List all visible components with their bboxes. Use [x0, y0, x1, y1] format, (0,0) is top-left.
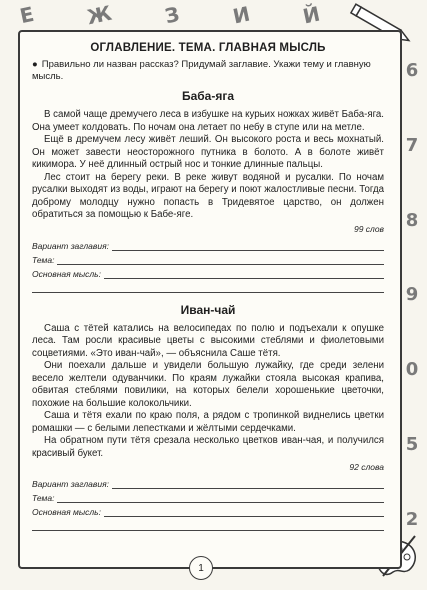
answer-line[interactable]	[32, 521, 384, 531]
field-label: Основная мысль:	[32, 507, 101, 517]
extra-answer-line[interactable]	[32, 517, 384, 531]
field-label: Вариант заглавия:	[32, 240, 109, 251]
paragraph: Саша и тётя ехали по краю поля, а рядом с тропинкой виднелись цветки ромашки — с белыми лепестками и жёлтыми сердечками.	[32, 410, 384, 434]
paragraph: На обратном пути тётя срезала несколько цветков иван-чая, и получился красивый букет.	[32, 435, 384, 459]
main-idea-field[interactable]	[32, 265, 384, 279]
answer-line[interactable]	[104, 269, 384, 279]
field-label: Вариант заглавия:	[32, 479, 109, 489]
answer-line[interactable]	[57, 493, 384, 503]
answer-line[interactable]	[112, 241, 384, 251]
bullet-icon: ●	[32, 59, 38, 70]
letter: Ж	[84, 0, 114, 30]
task-text: Правильно ли назван рассказ? Придумай заглавие. Укажи тему и главную мысль.	[32, 59, 371, 82]
letter: Е	[17, 1, 37, 29]
answer-line[interactable]	[112, 479, 384, 489]
theme-field[interactable]	[32, 251, 384, 265]
paragraph: Они поехали дальше и увидели большую лужайку, где среди зелени весело желтели одуванчики. По краям лужайки стояла высокая крапива, обвитая стеблями повилики, на которых белели хорошенькие цветочки, похожие на большие колокольчики.	[32, 360, 384, 409]
text-title: Баба-яга	[181, 89, 235, 103]
answer-line[interactable]	[104, 507, 384, 517]
paragraph: Саша с тётей катались на велосипедах по полю и подъехали к опушке леса. Там росли красивые цветы с высокими стеблями и фиолетовыми соцветиями. «Это иван-чай», — объяснила Саше тётя.	[32, 322, 384, 359]
title-variant-field[interactable]	[32, 475, 384, 489]
digit: 0	[405, 359, 419, 381]
digit: 7	[405, 134, 419, 156]
field-label: Тема:	[32, 254, 55, 265]
letter: И	[230, 1, 253, 29]
task-instruction	[32, 59, 384, 83]
paragraph: В самой чаще дремучего леса в избушке на курьих ножках живёт Баба-яга. Она умеет колдовать. По ночам она летает по небу в ступе или на метле.	[32, 109, 384, 133]
text-title: Иван-чай	[180, 302, 236, 317]
worksheet	[32, 42, 384, 531]
paragraph: Ещё в дремучем лесу живёт леший. Он высокого роста и весь мохнатый. Он может завести неосторожного путника в болото. А в болоте живёт кикимора. У неё длинный острый нос и тонкие длинные пальцы.	[32, 134, 384, 170]
page-title: ОГЛАВЛЕНИЕ. ТЕМА. ГЛАВНАЯ МЫСЛЬ	[90, 42, 326, 54]
main-idea-field[interactable]	[32, 503, 384, 517]
decorative-letters	[17, 0, 323, 30]
title-variant-field[interactable]	[32, 237, 384, 251]
letter: Й	[300, 1, 323, 29]
extra-answer-line[interactable]	[32, 279, 384, 293]
paragraph: Лес стоит на берегу реки. В реке живут водяной и русалки. По ночам русалки выходят из воды, играют на берегу и поют жалостливые песни. Тогда доброму молодцу нужно попасть в Тридевятое царство, он должен обратиться за помощью к Бабе-яге.	[32, 171, 384, 220]
answer-line[interactable]	[32, 283, 384, 293]
digit: 9	[405, 284, 419, 306]
answer-line[interactable]	[57, 255, 384, 265]
word-count: 99 слов	[353, 223, 384, 234]
page-number: 1	[189, 556, 213, 580]
digit: 2	[405, 508, 419, 530]
digit: 5	[405, 434, 419, 456]
digit: 8	[405, 209, 419, 231]
word-count: 92 слова	[349, 462, 384, 472]
decorative-digits	[401, 60, 423, 530]
field-label: Основная мысль:	[32, 268, 101, 279]
field-label: Тема:	[32, 493, 55, 503]
letter: З	[162, 1, 182, 29]
digit: 6	[405, 60, 419, 81]
theme-field[interactable]	[32, 489, 384, 503]
